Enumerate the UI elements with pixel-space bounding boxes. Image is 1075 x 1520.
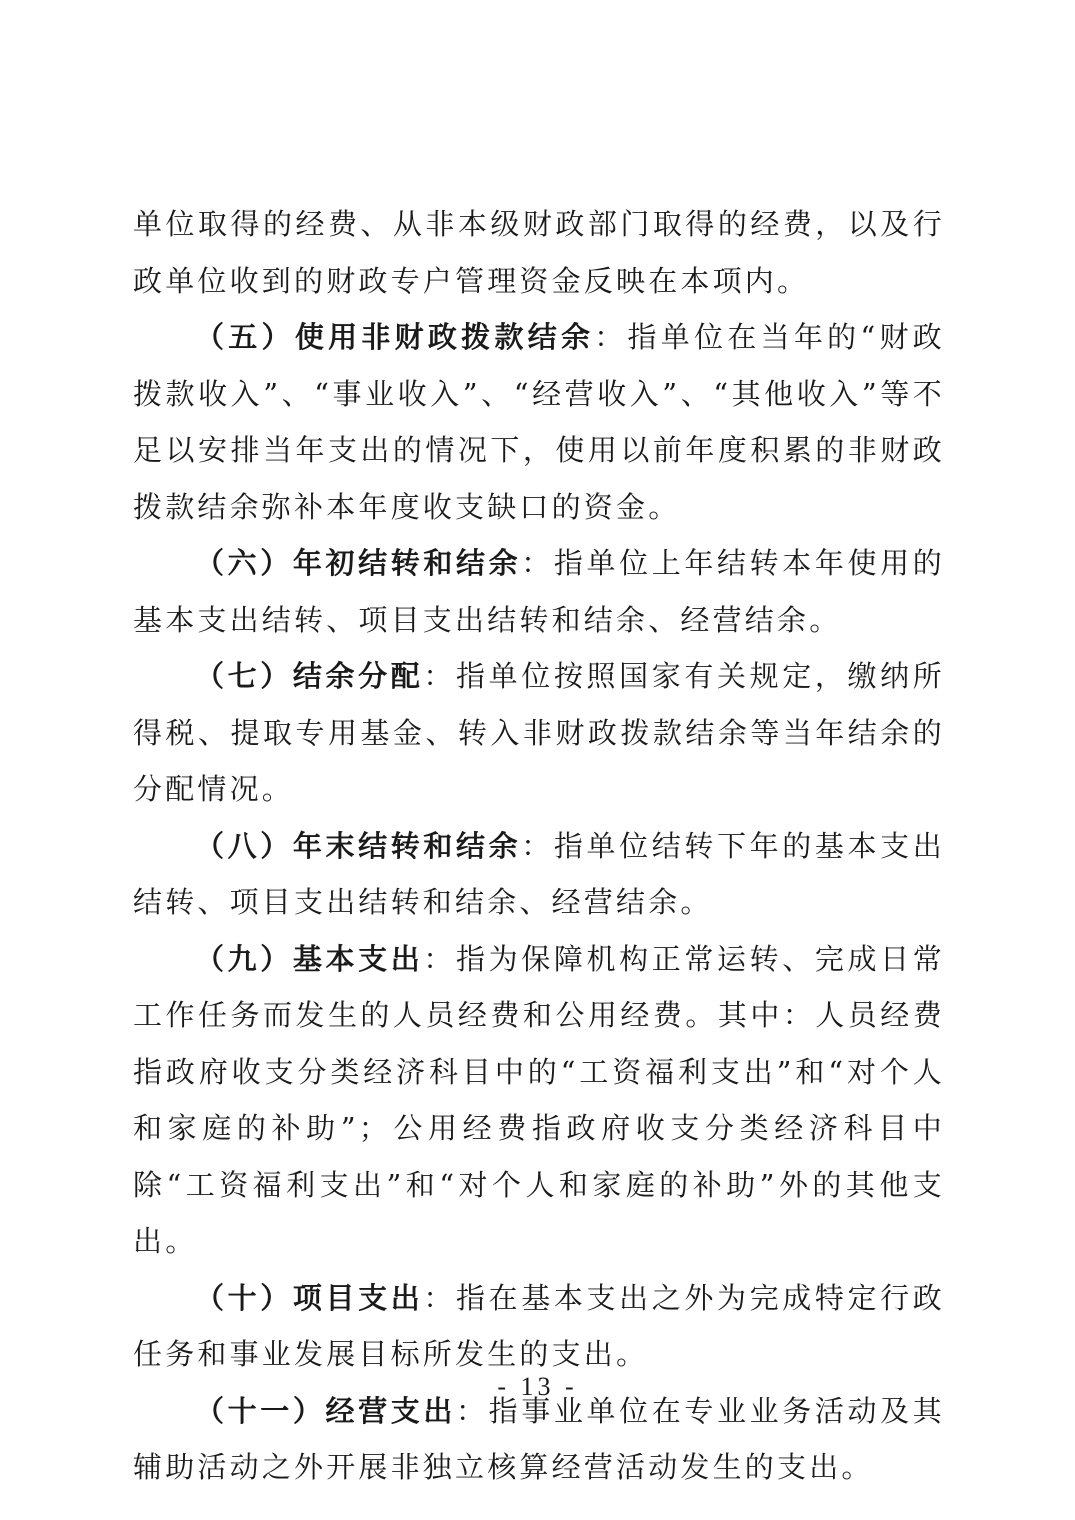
- paragraph-item-6: [133, 535, 945, 648]
- paragraph-text: ：指为保障机构正常运转、完成日常工作任务而发生的人员经费和公用经费。其中：人员经费指政府收支分类经济科目中的“工资福利支出”和“对个人和家庭的补助”；公用经费指政府收支分类经济科目中除“工资福利支出”和“对个人和家庭的补助”外的其他支出。: [133, 941, 945, 1258]
- document-body: [133, 196, 945, 1496]
- paragraph-text: ：指单位上年结转本年使用的基本支出结转、项目支出结转和结余、经营结余。: [133, 546, 945, 637]
- paragraph-continuation: [133, 196, 945, 309]
- paragraph-text: ：指事业单位在专业业务活动及其辅助活动之外开展非独立核算经营活动发生的支出。: [133, 1393, 945, 1484]
- paragraph-term: （十一）经营支出: [195, 1393, 457, 1428]
- paragraph-text: ：指在基本支出之外为完成特定行政任务和事业发展目标所发生的支出。: [133, 1280, 945, 1371]
- paragraph-term: （五）使用非财政拨款结余: [195, 320, 595, 354]
- paragraph-item-8: [133, 818, 945, 931]
- paragraph-text: 单位取得的经费、从非本级财政部门取得的经费，以及行政单位收到的财政专户管理资金反映在本项内。: [133, 207, 945, 298]
- paragraph-term: （七）结余分配: [195, 659, 424, 693]
- paragraph-term: （八）年末结转和结余: [195, 828, 522, 863]
- paragraph-item-9: [133, 931, 945, 1270]
- paragraph-text: ：指单位结转下年的基本支出结转、项目支出结转和结余、经营结余。: [133, 828, 945, 919]
- paragraph-term: （十）项目支出: [195, 1280, 424, 1315]
- paragraph-item-7: [133, 648, 945, 818]
- paragraph-text: ：指单位在当年的“财政拨款收入”、“事业收入”、“经营收入”、“其他收入”等不足以安排当年支出的情况下，使用以前年度积累的非财政拨款结余弥补本年度收支缺口的资金。: [133, 320, 946, 524]
- paragraph-text: ：指单位按照国家有关规定，缴纳所得税、提取专用基金、转入非财政拨款结余等当年结余的分配情况。: [133, 659, 945, 806]
- paragraph-term: （九）基本支出: [195, 941, 424, 976]
- page-number: - 13 -: [497, 1372, 578, 1401]
- paragraph-item-5: [133, 309, 945, 535]
- paragraph-item-10: [133, 1270, 945, 1383]
- paragraph-term: （六）年初结转和结余: [195, 546, 522, 580]
